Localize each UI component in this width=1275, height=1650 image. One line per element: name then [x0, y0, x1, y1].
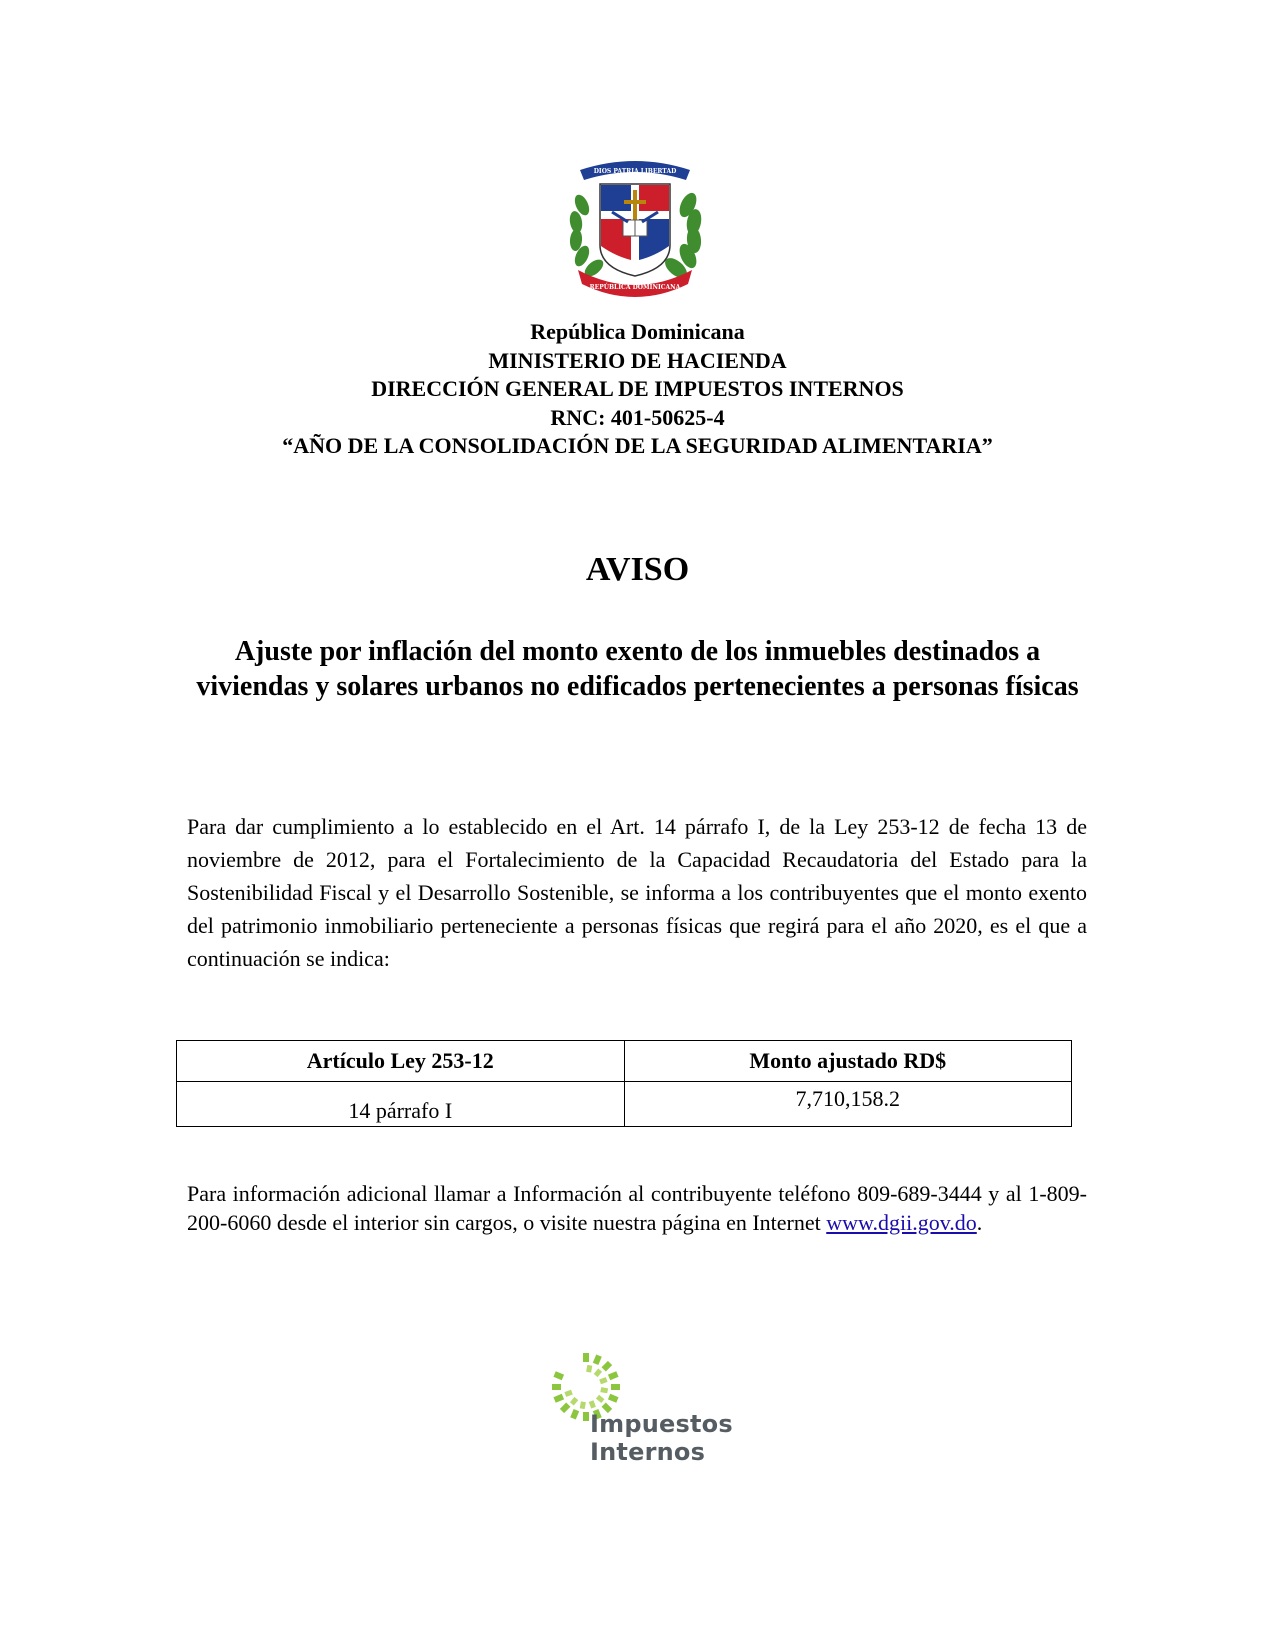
column-header-article: Artículo Ley 253-12	[177, 1041, 625, 1082]
institution-header	[0, 318, 1275, 461]
dgii-website-link[interactable]: www.dgii.gov.do	[826, 1209, 977, 1235]
rnc-number: RNC: 401-50625-4	[550, 404, 725, 430]
notice-body: Para dar cumplimiento a lo establecido en el Art. 14 párrafo I, de la Ley 253-12 de fecha 13 de noviembre de 2012, para el Fortalecimiento de la Capacidad Recaudatoria del Estado para la Sostenibilidad Fiscal y el Desarrollo Sostenible, se informa a los contribuyentes que el monto exento del patrimonio inmobiliario perteneciente a personas físicas que regirá para el año 2020, es el que a continuación se indica:	[187, 814, 1087, 971]
column-header-amount: Monto ajustado RD$	[624, 1041, 1072, 1082]
logo-line-2: Internos	[590, 1438, 706, 1466]
contact-trailing: .	[976, 1209, 983, 1235]
country-name: República Dominicana	[530, 319, 745, 344]
cell-amount: 7,710,158.2	[624, 1082, 1072, 1127]
cell-article: 14 párrafo I	[177, 1082, 625, 1127]
notice-subtitle: Ajuste por inflación del monto exento de los inmuebles destinados a viviendas y solares urbanos no edificados pertenecientes a personas físicas	[196, 636, 1079, 702]
logo-wordmark	[590, 1410, 733, 1466]
coat-of-arms-icon	[560, 150, 710, 300]
agency-name: DIRECCIÓN GENERAL DE IMPUESTOS INTERNOS	[371, 376, 904, 401]
name-banner-text: REPÚBLICA DOMINICANA	[589, 284, 681, 291]
adjusted-amount-table	[176, 1040, 1072, 1127]
notice-title: AVISO	[585, 551, 690, 588]
contact-text: Para información adicional llamar a Información al contribuyente teléfono 809-689-3444 y al 1-809-200-6060 desde el interior sin cargos, o visite nuestra página en Internet	[187, 1181, 1087, 1235]
ministry-name: MINISTERIO DE HACIENDA	[488, 347, 787, 373]
table-header-row	[177, 1041, 1072, 1082]
contact-info	[187, 1180, 1087, 1237]
year-motto: “AÑO DE LA CONSOLIDACIÓN DE LA SEGURIDAD ALIMENTARIA”	[282, 433, 993, 458]
motto-banner-text: DIOS PATRIA LIBERTAD	[593, 168, 677, 175]
table-row	[177, 1082, 1072, 1127]
logo-line-1: Impuestos	[590, 1410, 733, 1438]
